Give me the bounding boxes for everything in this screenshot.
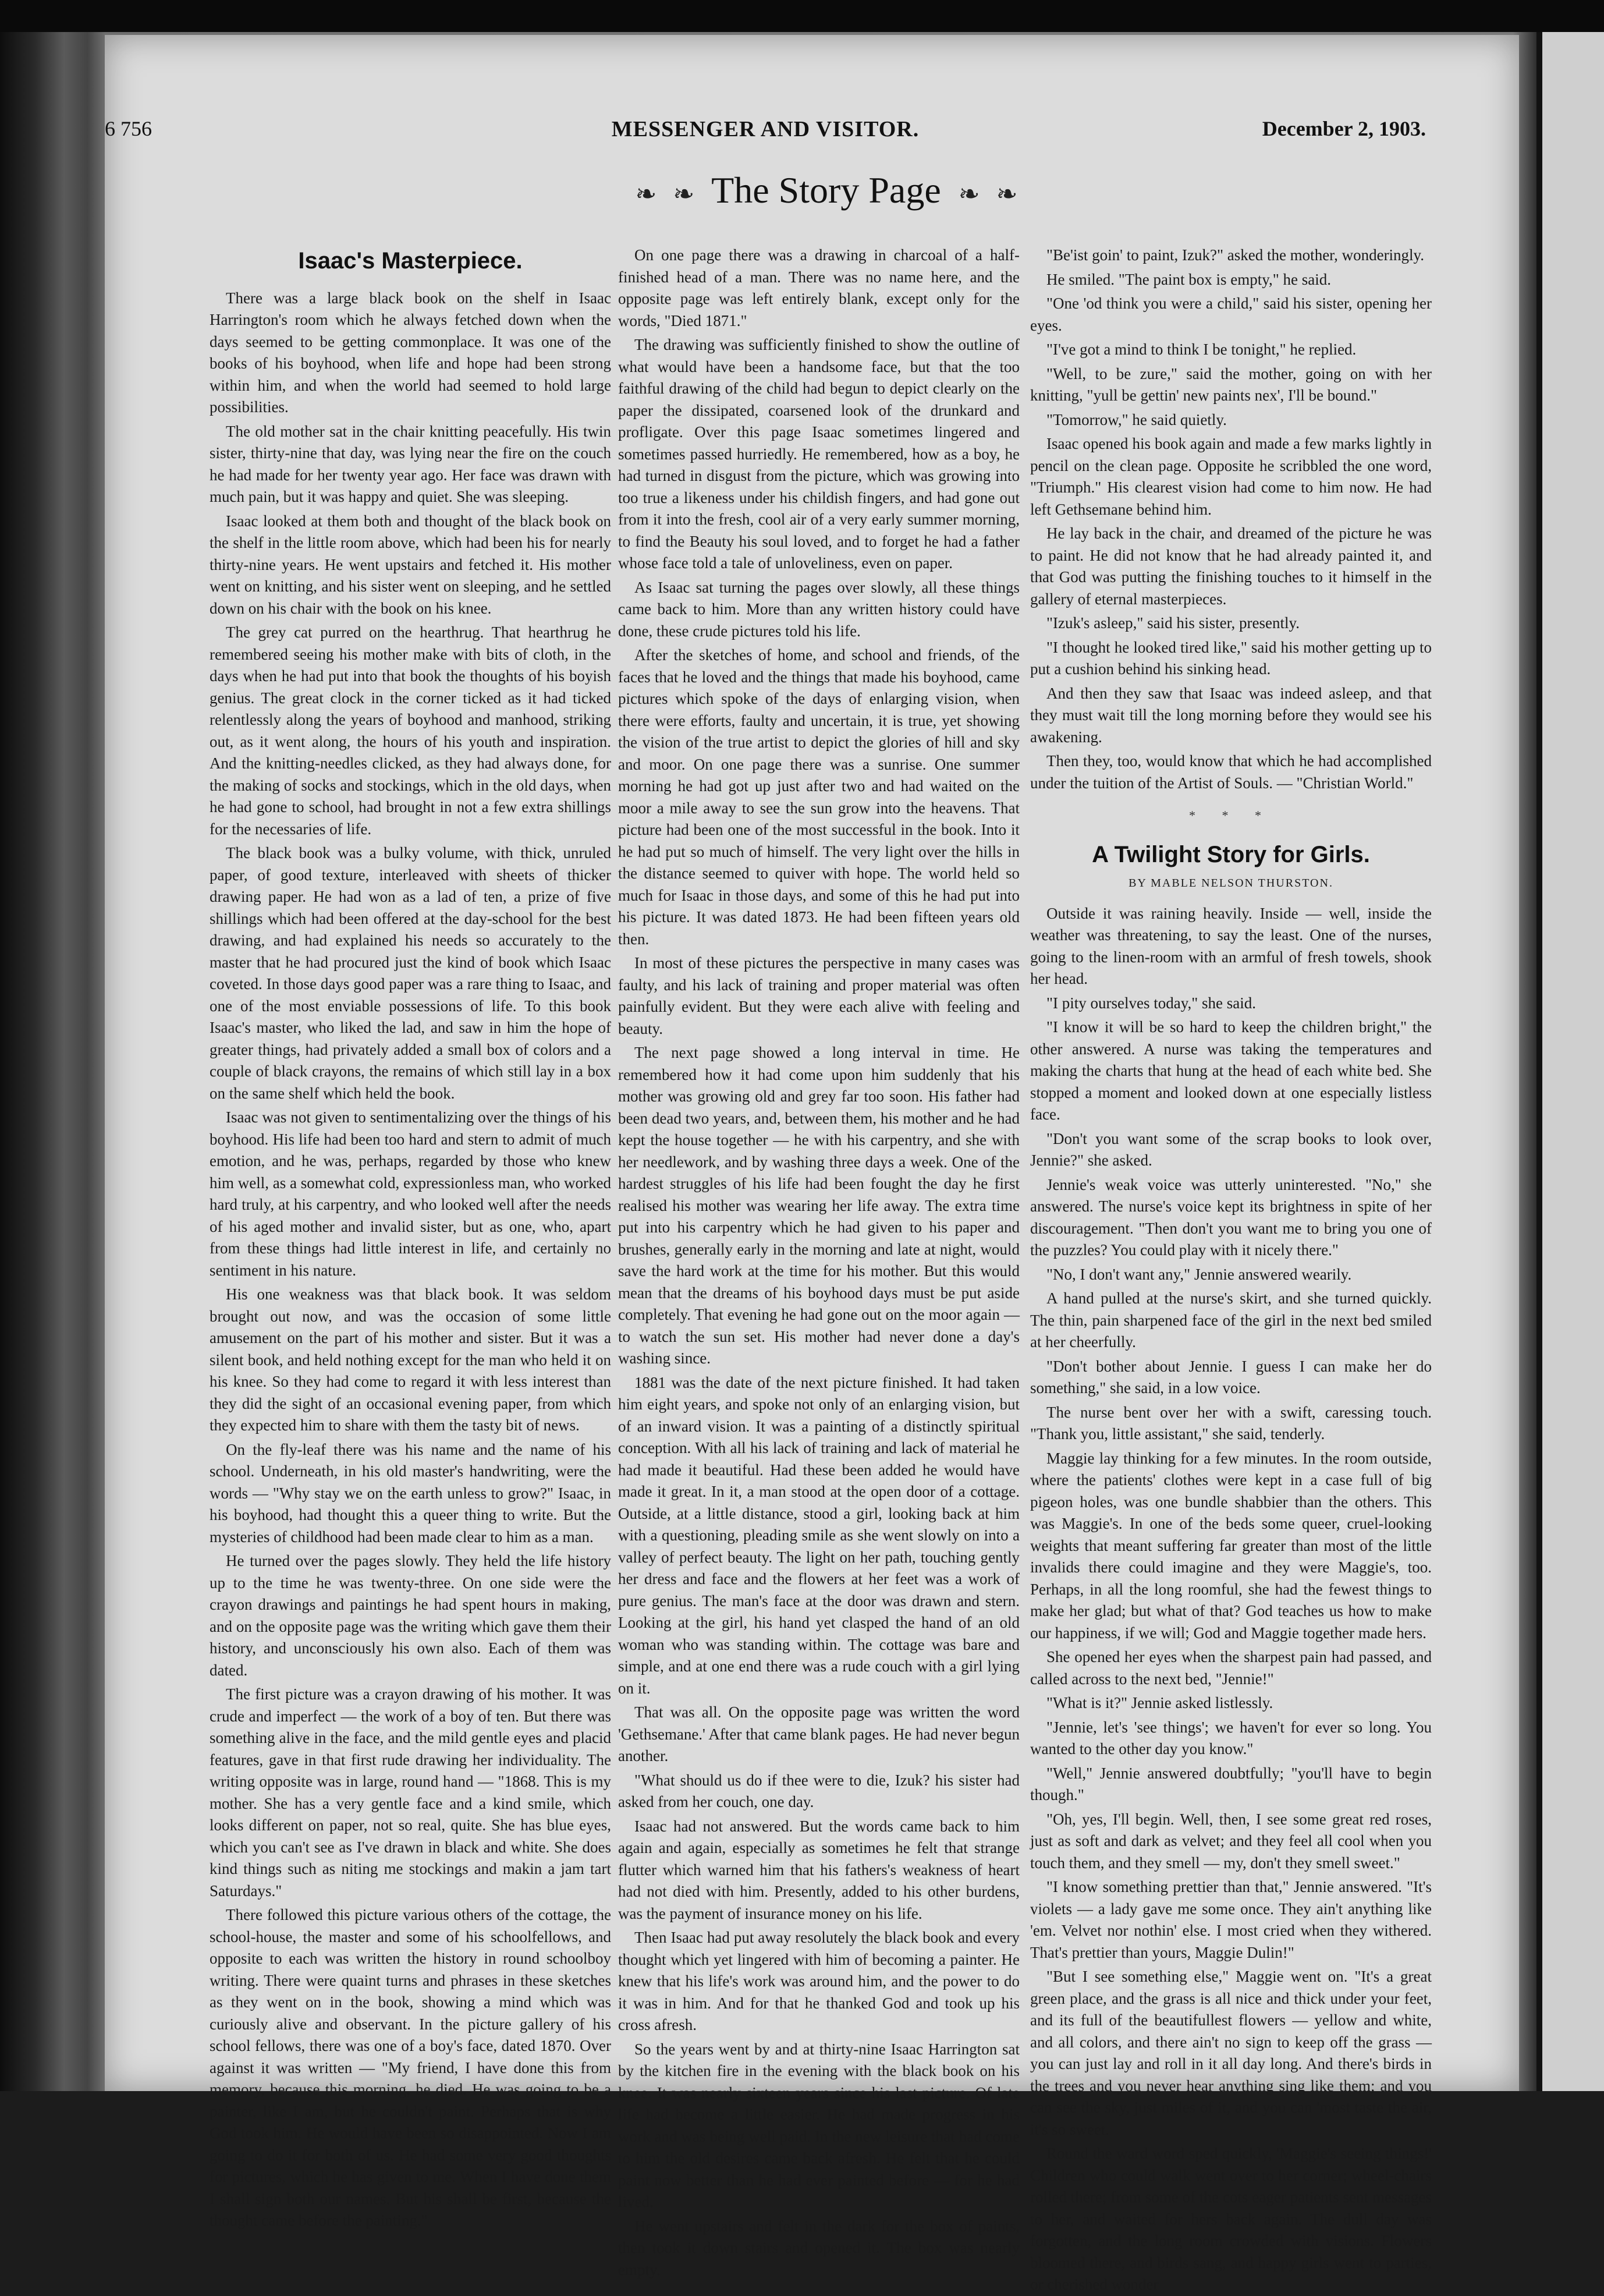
paragraph: Isaac opened his book again and made a few marks lightly in pencil on the clean page. Opposite he scribbled the one word, "Triumph." His clearest vision had come to him now. He had left Gethsemane behind him. (1030, 435, 1432, 518)
paragraph: He turned over the pages slowly. They held the life history up to the time he was twenty-three. On one side were the crayon drawings and paintings he had spent hours in making, and on the opposite page was the writing which gave them their history, and unconsciously his own also. Each of them was dated. (210, 1552, 611, 1679)
paragraph: "Well, to be zure," said the mother, going on with her knitting, "yull be gettin' new paints nex', I'll be bound." (1030, 364, 1432, 404)
paragraph: Isaac looked at them both and thought of the black book on the shelf in the little room above, which had been his for nearly thirty-nine years. He went upstairs and fetched it. His mother went on knitting, and his sister went on sleeping, and he settled down on his chair with the book on his knee. (210, 512, 611, 617)
paragraph: The old mother sat in the chair knitting peacefully. His twin sister, thirty-nine that day, was lying near the fire on the couch he had made for her twenty year ago. Her face was drawn with much pain, but it was happy and quiet. She was sleeping. (210, 422, 611, 505)
paragraph: On one page there was a drawing in charcoal of a half-finished head of a man. There was no name here, and the opposite page was left entirely blank, except only for the words, "Died 1871." (618, 246, 1020, 329)
paragraph: "I thought he looked tired like," said his mother getting up to put a cushion behind his sinking head. (1030, 638, 1432, 678)
paragraph: "No, I don't want any," Jennie answered wearily. (1046, 1265, 1352, 1283)
paragraph: As Isaac sat turning the pages over slowly, all these things came back to him. More than any written history could have done, these crude pictures told his life. (618, 578, 1020, 640)
paragraph: "I know it will be so hard to keep the children bright," the other answered. A nurse was taking the temperatures and making the charts that hung at the head of each white bed. She stopped a moment and looked down at one especially listless face. (1030, 1018, 1432, 1123)
paragraph: "Oh, yes, I'll begin. Well, then, I see some great red roses, just as soft and dark as velvet; and they feel all cool when you touch them, and they smell — my, don't they smell sweet." (1030, 1810, 1432, 1872)
paragraph: The nurse bent over her with a swift, caressing touch. "Thank you, little assistant," she said, tenderly. (1030, 1403, 1432, 1443)
paragraph: He smiled. "The paint box is empty," he said. (1046, 270, 1331, 288)
paragraph: In most of these pictures the perspective in many cases was faulty, and his lack of training and proper material was often painfully evident. But they were each alive with feeling and beauty. (618, 954, 1020, 1037)
story-title: Isaac's Masterpiece. (298, 248, 523, 274)
paragraph: She opened her eyes when the sharpest pain had passed, and called across to the next bed, "Jennie!" (1030, 1648, 1432, 1688)
column-3 (1030, 245, 1432, 2293)
paragraph: "I've got a mind to think I be tonight," he replied. (1046, 341, 1357, 358)
paragraph: So the years went by and at thirty-nine Isaac Harrington sat by the kitchen fire in the evening with the black book on his knee. It was nearly sixteen years since his last picture. Of late life had become a little easier. He had made progress in his work and was being well paid. In the new leisure that had come to him the old desires came back afresh. He felt that he could paint now better than he had ever painted before — for he had lived. (618, 2040, 1020, 2210)
paragraph: The grey cat purred on the hearthrug. That hearthrug he remembered seeing his mother make with bits of cloth, in the days when he had put into that book the thoughts of his boyish genius. The great clock in the corner ticked as it had ticked relentlessly along the years of boyhood and manhood, striking out, as it went along, the hours of his youth and inspiration. And the knitting-needles clicked, as they had always done, for the making of socks and stockings, which in the old days, when he had gone to school, had brought in not a few extra shillings for the necessaries of life. (210, 623, 611, 838)
paragraph: He went upstairs and felt in the dark for the box of paints, then took it down stairs and opened it. The box was nearly empty. (618, 2217, 1020, 2279)
paragraph: "What is it?" Jennie asked listlessly. (1046, 1694, 1273, 1712)
paragraph: There was a large black book on the shelf in Isaac Harrington's room which he always fetched down when the days seemed to be getting commonplace. It was one of the books of his boyhood, when life and hope had been strong within him, and when the world had seemed to hold large possibilities. (210, 289, 611, 416)
fleuron-icon: ❧ (996, 180, 1018, 208)
paragraph: "What should us do if thee were to die, Izuk? his sister had asked from her couch, one day. (618, 1771, 1020, 1810)
paragraph: And then they saw that Isaac was indeed asleep, and that they must wait till the long morning before they would see his awakening. (1030, 684, 1432, 746)
story-body (210, 288, 611, 2232)
fleuron-icon: ❧ (673, 180, 695, 208)
paragraph: "Well," Jennie answered doubtfully; "you'll have to begin though." (1030, 1764, 1432, 1804)
fleuron-icon: ❧ (635, 180, 657, 208)
paragraph: Round the ward word sped quickly, 'Maggie's seeing things!' Children who could walk went over to her corner; wheel-chairs rolled there; from some of the cots eager patients sent messages to her, and waited for hers back again. The dull day was forgotten, and the long room crowded with visions. Flowers bloomed there, and birds sang, and happy girls went to parties, or cherished wonder (1030, 2145, 1432, 2293)
paragraph: After the sketches of home, and school and friends, of the faces that he loved and the things that made his boyhood, came pictures which spoke of the days of enlarging vision, when there were efforts, faulty and uncertain, it is true, yet showing the vision of the true artist to depict the glories of hill and sky and moor. On one page there was a sunrise. One summer morning he had got up just after two and had waited on the moor a mile away to see the sun grow into the heavens. That picture had been one of the most successful in the book. Into it he had put so much of himself. The very light over the hills in the distance seemed to quiver with hope. The world held so much for Isaac in those days, and some of this he had put into his picture. It was dated 1873. He had been fifteen years old then. (618, 646, 1020, 948)
fleuron-icon: ❧ (958, 180, 980, 208)
paragraph: Outside it was raining heavily. Inside — well, inside the weather was threatening, to say the least. One of the nurses, going to the linen-room with an armful of fresh towels, shook her head. (1030, 904, 1432, 987)
story-byline: BY MABLE NELSON THURSTON. (1129, 877, 1333, 890)
paragraph: A hand pulled at the nurse's skirt, and she turned quickly. The thin, pain sharpened face of the girl in the next bed smiled at her cheerfully. (1030, 1289, 1432, 1351)
story-ending (1030, 245, 1432, 794)
paragraph: His one weakness was that black book. It was seldom brought out now, and was the occasion of some little amusement on the part of his mother and sister. But it was a silent book, and held nothing except for the man who held it on his knee. So they had come to regard it with less interest than they did the sight of an occasional evening paper, from which they expected him to share with them the tasty bit of news. (210, 1285, 611, 1434)
masthead (105, 111, 1426, 151)
paragraph: Maggie lay thinking for a few minutes. In the room outside, where the patients' clothes were kept in a case full of big pigeon holes, was one bundle shabbier than the others. This was Maggie's. In one of the beds some queer, cruel-looking weights that meant suffering far greater than most of the little invalids there could imagine and they were Maggie's, too. Perhaps, in all the long roomful, she had the fewest things to make her glad; but what of that? God teaches us how to make our happiness, if we will; God and Maggie together made hers. (1030, 1449, 1432, 1642)
scan-top-border (0, 0, 1604, 32)
paragraph: He lay back in the chair, and dreamed of the picture he was to paint. He did not know that he had already painted it, and that God was putting the finishing touches to it himself in the gallery of eternal masterpieces. (1030, 525, 1432, 608)
paragraph: The black book was a bulky volume, with thick, unruled paper, of good texture, interleaved with sheets of thicker drawing paper. He had won as a lad of ten, a prize of five shillings which had been offered at the day-school for the best drawing, and had explained his needs so accurately to the master that he had procured just the kind of book which Isaac coveted. In those days good paper was a rare thing to Isaac, and one of the most enviable possessions of life. To this book Isaac's master, who liked the lad, and saw in him the hope of greater things, had privately added a small box of colors and a couple of black crayons, the remains of which still lay in a box on the same shelf which held the book. (210, 844, 611, 1102)
paragraph: The drawing was sufficiently finished to show the outline of what would have been a handsome face, but that the too faithful drawing of the child had begun to depict clearly on the paper the dissipated, coarsened look of the drunkard and profligate. Over this page Isaac sometimes lingered and sometimes passed hurriedly. He remembered, how as a boy, he had turned in disgust from the picture, which was growing into too true a likeness under his childish fingers, and had gone out from it into the fresh, cool air of a very early summer morning, to find the Beauty his soul loved, and to forget he had a father whose face told a tale of unloveliness, even on paper. (618, 336, 1020, 572)
paragraph: Isaac had not answered. But the words came back to him again and again, especially as sometimes he felt that strange flutter which warned him that his fathers's weakness of heart had not died with him. Presently, added to his other burdens, was the payment of insurance money on his life. (618, 1817, 1020, 1922)
paragraph: "One 'od think you were a child," said his sister, opening her eyes. (1030, 295, 1432, 334)
story-title: A Twilight Story for Girls. (1092, 841, 1370, 867)
paragraph: That was all. On the opposite page was written the word 'Gethsemane.' After that came blank pages. He had never begun another. (618, 1703, 1020, 1764)
paragraph: "Don't bother about Jennie. I guess I can make her do something," she said, in a low voice. (1030, 1357, 1432, 1397)
paragraph: On the fly-leaf there was his name and the name of his school. Underneath, in his old master's handwriting, were the words — "Why stay we on the earth unless to grow?" Isaac, in his boyhood, had thought this a queer thing to write. But the mysteries of childhood had been made clear to him as a man. (210, 1440, 611, 1546)
story-body (1030, 903, 1432, 2296)
paragraph: "Don't you want some of the scrap books to look over, Jennie?" she asked. (1030, 1129, 1432, 1169)
column-2 (618, 245, 1020, 2279)
paragraph: 1881 was the date of the next picture finished. It had taken him eight years, and spoke not only of an enlarging vision, but of an inward vision. It was a painting of a distinctly spiritual conception. With all his lack of training and lack of material he had made it beautiful. Had these been added he would have made it great. In it, a man stood at the open door of a cottage. Outside, at a little distance, stood a girl, looking back at him with a questioning, pleading smile as she went slowly on into a valley of perfect beauty. The light on her path, touching gently her dress and face and the flowers at her feet was a work of pure genius. The man's face at the door was drawn and stern. Looking at the girl, his hand yet clasped the hand of an old woman who was standing within. The cottage was bare and simple, and at one end there was a rude couch with a girl lying on it. (618, 1373, 1020, 1697)
section-divider: * * * (1189, 808, 1273, 823)
paragraph: "Jennie, let's 'see things'; we haven't for ever so long. You wanted to the other day you know." (1030, 1718, 1432, 1758)
paragraph: The next page showed a long interval in time. He remembered how it had come upon him suddenly that his mother was growing old and grey far too soon. His father had been dead two years, and, between them, his mother and he had kept the house together — he with his carpentry, and she with her needlework, and by washing three days a week. One of the hardest struggles of his life had been fought the day he first realised his mother was wearing her life away. The extra time put into his carpentry which he had given to his paper and brushes, generally early in the morning and late at night, would save the hard work at the time for his mother. But this would mean that the dreams of his boyhood days must be put aside completely. That evening he had gone out on the moor again — to watch the sun set. His mother had never done a day's washing since. (618, 1044, 1020, 1367)
column-1 (210, 248, 611, 2229)
newspaper-title: MESSENGER AND VISITOR. (611, 117, 920, 141)
paragraph: "I know something prettier than that," Jennie answered. "It's violets — a lady gave me some once. They ain't anything like 'em. Velvet nor nothin' else. I most cried when they withered. That's prettier than yours, Maggie Dulin!" (1030, 1878, 1432, 1961)
paragraph: "Tomorrow," he said quietly. (1046, 410, 1227, 428)
paragraph: There followed this picture various others of the cottage, the school-house, the master and some of his schoolfellows, and opposite to each was written the history in round schoolboy writing. There were quaint turns and phrases in these sketches as they went on in the book, showing a mind which was curiously alive and observant. In the picture gallery of his school fellows, there was one of a boy's face, dated 1870. Over against it was written — "My friend, I have done this from memory, because this morning, he died. He was going to be a painter, like I am, but he couldn't paint. Perhaps that is why God took him. He would have been so disappointed. Now I am going to do it for both of us. He had some very good thoughts for pictures, which he has given to me. When I have done them I shall sign both our names. But his shall be first, because the thought came before the painting." (210, 1906, 611, 2229)
paragraph: "I pity ourselves today," she said. (1046, 994, 1256, 1012)
story-body-continued (618, 245, 1020, 2281)
paragraph: The first picture was a crayon drawing of his mother. It was crude and imperfect — the work of a boy of ten. But there was something alive in the face, and the mild gentle eyes and placid features, gave in that first rude drawing her individuality. The writing opposite was in large, round hand — "1868. This is my mother. She has a very gentle face and a kind smile, which looks different on paper, not so real, quite. She has blue eyes, which you can't see as I've drawn in black and white. She does kind things such as niting me stockings and makin a jam tart Saturdays." (210, 1685, 611, 1900)
page-number: 6 756 (105, 117, 152, 140)
issue-date: December 2, 1903. (1262, 117, 1426, 140)
paragraph: Then Isaac had put away resolutely the black book and every thought which yet lingered with him of becoming a painter. He knew that his life's work was around him, and the power to do it was in him. And for that he thanked God and took up his cross afresh. (618, 1929, 1020, 2033)
paragraph: "But I see something else," Maggie went on. "It's a great green place, and the grass is all nice and thick under your feet, and its full of the beautifullest flowers — yellow and white, and all colors, and there ain't no sign to keep off the grass — you can just lay and roll in it all day long. And there's birds in the trees and you never hear anything sing like them; and you can see the sky, just miles of it, and you can 'most taste the air, it's so sweet. (1030, 1968, 1432, 2138)
paragraph: "Be'ist goin' to paint, Izuk?" asked the mother, wonderingly. (1046, 246, 1425, 264)
paragraph: Then they, too, would know that which he had accomplished under the tuition of the Artist of Souls. — "Christian World." (1030, 752, 1432, 792)
adjacent-page-edge (1542, 32, 1604, 2091)
paragraph: Isaac was not given to sentimentalizing over the things of his boyhood. His life had been too hard and stern to admit of much emotion, and he was, perhaps, regarded by those who knew him well, as a somewhat cold, expressionless man, who worked hard truly, at his carpentry, and who looked well after the needs of his aged mother and invalid sister, but as one, who, apart from these things had little interest in life, and certainly no sentiment in his nature. (210, 1108, 611, 1279)
section-heading (594, 169, 1059, 212)
paragraph: "Izuk's asleep," said his sister, presently. (1046, 614, 1300, 632)
paragraph: Jennie's weak voice was utterly uninterested. "No," she answered. The nurse's voice kept its brightness in spite of her discouragement. "Then don't you want me to bring you one of the puzzles? You could play with it nicely there." (1030, 1175, 1432, 1259)
section-title: The Story Page (711, 169, 941, 211)
